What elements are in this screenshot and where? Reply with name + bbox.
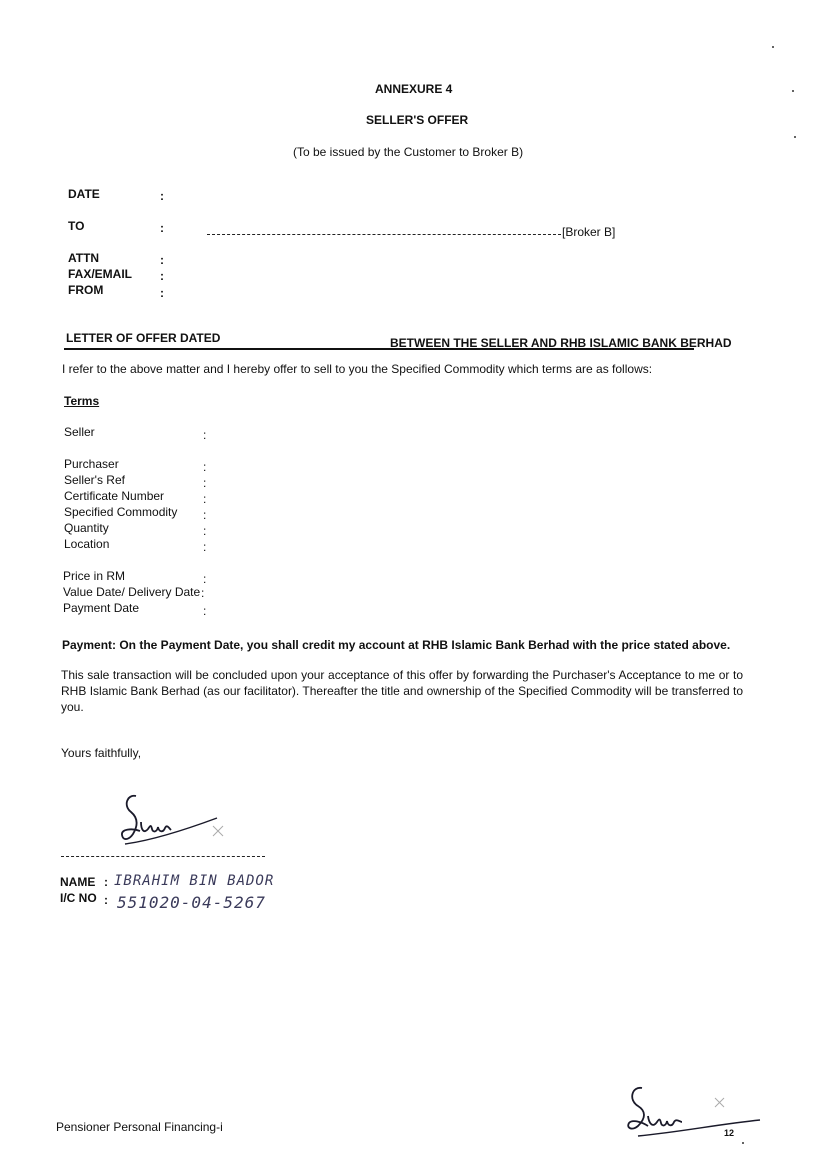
attn-label: ATTN (68, 251, 100, 265)
term-sellers-ref: Seller's Ref (64, 473, 125, 487)
from-label: FROM (68, 283, 104, 297)
ic-colon: : (104, 893, 108, 907)
term-certificate-colon: : (203, 492, 207, 506)
term-price: Price in RM (63, 569, 126, 583)
term-commodity-colon: : (203, 508, 207, 522)
signature-mark (105, 788, 240, 854)
intro-text: I refer to the above matter and I hereby offer to sell to you the Specified Commodity which terms are as follows: (62, 362, 653, 376)
page-number: 12 (724, 1128, 735, 1138)
broker-suffix: [Broker B] (562, 225, 616, 239)
term-quantity: Quantity (64, 521, 109, 535)
term-purchaser-colon: : (203, 460, 207, 474)
scan-speck (772, 46, 774, 48)
signature-line (61, 856, 265, 857)
ic-label: I/C NO (60, 891, 97, 905)
fax-colon: : (160, 269, 164, 283)
to-colon: : (160, 221, 164, 235)
sale-clause: This sale transaction will be concluded upon your acceptance of this offer by forwarding the Purchaser's Acceptance to me or to RHB Islamic Bank Berhad (as our facilitator). Thereafter the title and ownership of the Specified Commodity will be transferred to you. (61, 668, 743, 714)
term-price-colon: : (203, 572, 207, 586)
term-seller: Seller (64, 425, 95, 439)
document-subtitle: (To be issued by the Customer to Broker B) (293, 145, 524, 159)
term-payment-date: Payment Date (63, 601, 140, 615)
term-purchaser: Purchaser (64, 457, 119, 471)
closing-text: Yours faithfully, (61, 746, 142, 760)
annexure-label: ANNEXURE 4 (375, 82, 453, 96)
fax-email-label: FAX/EMAIL (68, 267, 133, 281)
term-value-date: Value Date/ Delivery Date (63, 585, 201, 599)
footer-initials-mark (620, 1078, 770, 1148)
term-certificate: Certificate Number (64, 489, 165, 503)
date-colon: : (160, 189, 164, 203)
reference-rule (64, 348, 694, 350)
letter-of-offer-label: LETTER OF OFFER DATED (66, 331, 221, 345)
scan-speck (792, 90, 794, 92)
term-seller-colon: : (203, 428, 207, 442)
date-label: DATE (68, 187, 100, 201)
name-value: IBRAHIM BIN BADOR (114, 873, 275, 889)
name-colon: : (104, 875, 108, 889)
term-sellers-ref-colon: : (203, 476, 207, 490)
attn-colon: : (160, 253, 164, 267)
payment-clause: Payment: On the Payment Date, you shall credit my account at RHB Islamic Bank Berhad with the price stated above. (62, 638, 731, 652)
term-value-date-colon: : (201, 586, 205, 600)
scan-speck (742, 1142, 744, 1144)
name-label: NAME (60, 875, 96, 889)
term-quantity-colon: : (203, 524, 207, 538)
to-label: TO (68, 219, 85, 233)
from-colon: : (160, 286, 164, 300)
scan-speck (794, 136, 796, 138)
broker-blank-line (207, 234, 561, 235)
term-location-colon: : (203, 540, 207, 554)
terms-heading: Terms (64, 394, 100, 408)
term-payment-date-colon: : (203, 604, 207, 618)
term-location: Location (64, 537, 110, 551)
term-commodity: Specified Commodity (64, 505, 178, 519)
document-title: SELLER'S OFFER (366, 113, 469, 127)
ic-value: 551020-04-5267 (117, 893, 266, 912)
between-parties-label: BETWEEN THE SELLER AND RHB ISLAMIC BANK BERHAD (390, 336, 732, 350)
footer-product: Pensioner Personal Financing-i (56, 1120, 223, 1134)
